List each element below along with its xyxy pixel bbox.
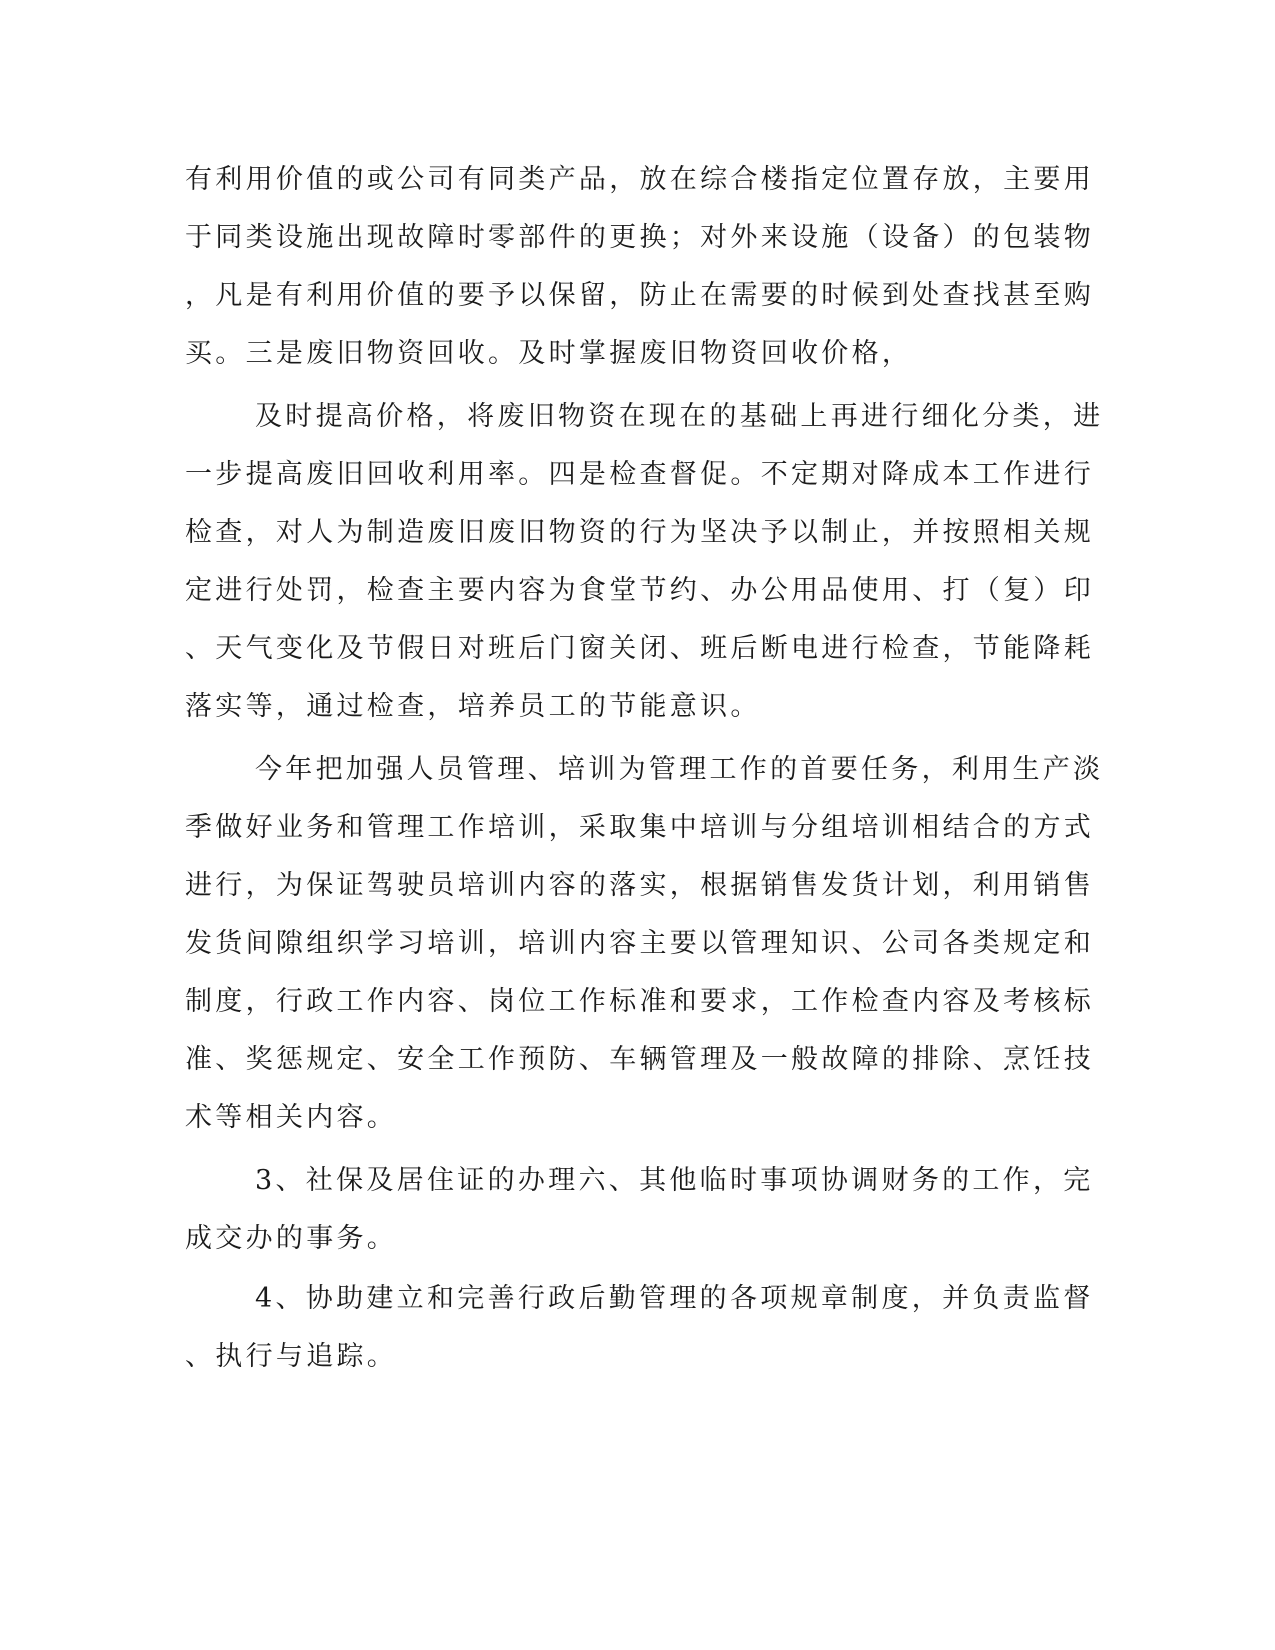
- text-line: 一步提高废旧回收利用率。四是检查督促。不定期对降成本工作进行: [185, 459, 1094, 490]
- text-line: 4、协助建立和完善行政后勤管理的各项规章制度，并负责监督: [255, 1283, 1094, 1314]
- text-line: 进行，为保证驾驶员培训内容的落实，根据销售发货计划，利用销售: [185, 870, 1094, 901]
- text-line: 、天气变化及节假日对班后门窗关闭、班后断电进行检查，节能降耗: [185, 633, 1094, 664]
- text-line: 发货间隙组织学习培训，培训内容主要以管理知识、公司各类规定和: [185, 928, 1094, 959]
- text-line: 落实等，通过检查，培养员工的节能意识。: [185, 691, 761, 722]
- text-line: 于同类设施出现故障时零部件的更换；对外来设施（设备）的包装物: [185, 222, 1094, 253]
- text-line: ，凡是有利用价值的要予以保留，防止在需要的时候到处查找甚至购: [185, 280, 1094, 311]
- text-line: 定进行处罚，检查主要内容为食堂节约、办公用品使用、打（复）印: [185, 575, 1094, 606]
- text-line: 3、社保及居住证的办理六、其他临时事项协调财务的工作，完: [255, 1165, 1094, 1196]
- text-line: 买。三是废旧物资回收。及时掌握废旧物资回收价格，: [185, 338, 913, 369]
- text-line: 季做好业务和管理工作培训，采取集中培训与分组培训相结合的方式: [185, 812, 1094, 843]
- text-line: 术等相关内容。: [185, 1102, 398, 1133]
- text-line: 检查，对人为制造废旧废旧物资的行为坚决予以制止，并按照相关规: [185, 517, 1094, 548]
- text-line: 制度，行政工作内容、岗位工作标准和要求，工作检查内容及考核标: [185, 986, 1094, 1017]
- text-line: 、执行与追踪。: [185, 1341, 398, 1372]
- text-line: 及时提高价格，将废旧物资在现在的基础上再进行细化分类，进: [255, 401, 1104, 432]
- text-line: 今年把加强人员管理、培训为管理工作的首要任务，利用生产淡: [255, 754, 1104, 785]
- text-line: 成交办的事务。: [185, 1223, 398, 1254]
- text-line: 有利用价值的或公司有同类产品，放在综合楼指定位置存放，主要用: [185, 164, 1094, 195]
- text-line: 准、奖惩规定、安全工作预防、车辆管理及一般故障的排除、烹饪技: [185, 1044, 1094, 1075]
